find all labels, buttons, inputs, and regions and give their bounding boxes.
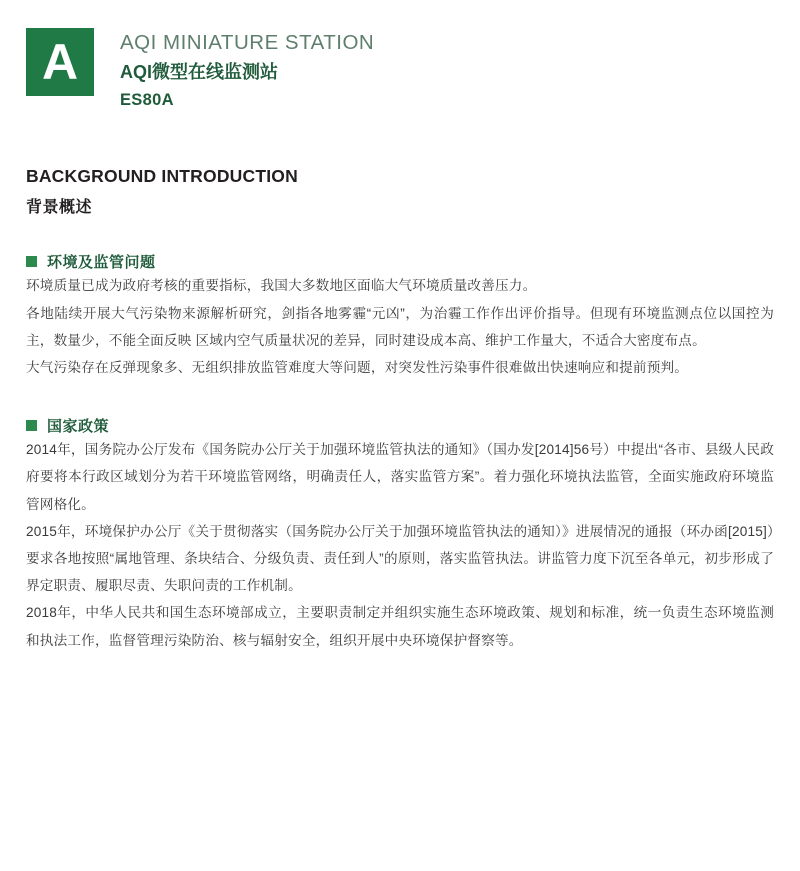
document-header: [26, 28, 774, 111]
subsection-label-environment: 环境及监管问题: [47, 254, 156, 272]
header-text-block: [120, 28, 374, 111]
paragraph: 2014年，国务院办公厅发布《国务院办公厅关于加强环境监管执法的通知》（国办发[2014]56号）中提出“各市、县级人民政府要将本行政区域划分为若干环境监管网络，明确责任人，落实监管方案”。着力强化环境执法监管，全面实施政府环境监管网格化。: [26, 442, 774, 512]
product-title-cn: AQI微型在线监测站: [120, 61, 279, 82]
paragraph: 环境质量已成为政府考核的重要指标，我国大多数地区面临大气环境质量改善压力。: [26, 278, 537, 294]
subsection-heading-environment: [26, 251, 774, 272]
subsection-heading-policy: [26, 415, 774, 436]
product-title-en: AQI MINIATURE STATION: [120, 31, 375, 54]
brand-logo-badge: A: [26, 28, 94, 96]
paragraph: 2018年，中华人民共和国生态环境部成立，主要职责制定并组织实施生态环境政策、规划和标准，统一负责生态环境监测和执法工作，监督管理污染防治、核与辐射安全，组织开展中央环境保护督察等。: [26, 605, 774, 648]
section-heading: [26, 166, 774, 217]
paragraph: 各地陆续开展大气污染物来源解析研究，剑指各地雾霾“元凶”，为治霾工作作出评价指导。但现有环境监测点位以国控为主，数量少，不能全面反映 区域内空气质量状况的差异，同时建设成本高、维护工作量大，不适合大密度布点。: [26, 305, 774, 348]
square-bullet-icon: [26, 256, 37, 267]
section-title-en: BACKGROUND INTRODUCTION: [26, 166, 298, 187]
paragraph: 2015年，环境保护办公厅《关于贯彻落实（国务院办公厅关于加强环境监管执法的通知）》进展情况的通报（环办函[2015]）要求各地按照“属地管理、条块结合、分级负责、责任到人”的原则，落实监管执法。讲监管力度下沉至各单元，初步形成了界定职责、履职尽责、失职问责的工作机制。: [26, 523, 774, 594]
product-model: ES80A: [120, 91, 174, 110]
section-title-cn: 背景概述: [26, 199, 93, 217]
paragraph: 大气污染存在反弹现象多、无组织排放监管难度大等问题，对突发性污染事件很难做出快速响应和提前预判。: [26, 360, 689, 376]
square-bullet-icon: [26, 420, 37, 431]
subsection-body-policy: [26, 436, 774, 654]
subsection-body-environment: [26, 272, 774, 381]
subsection-label-policy: 国家政策: [47, 418, 110, 436]
